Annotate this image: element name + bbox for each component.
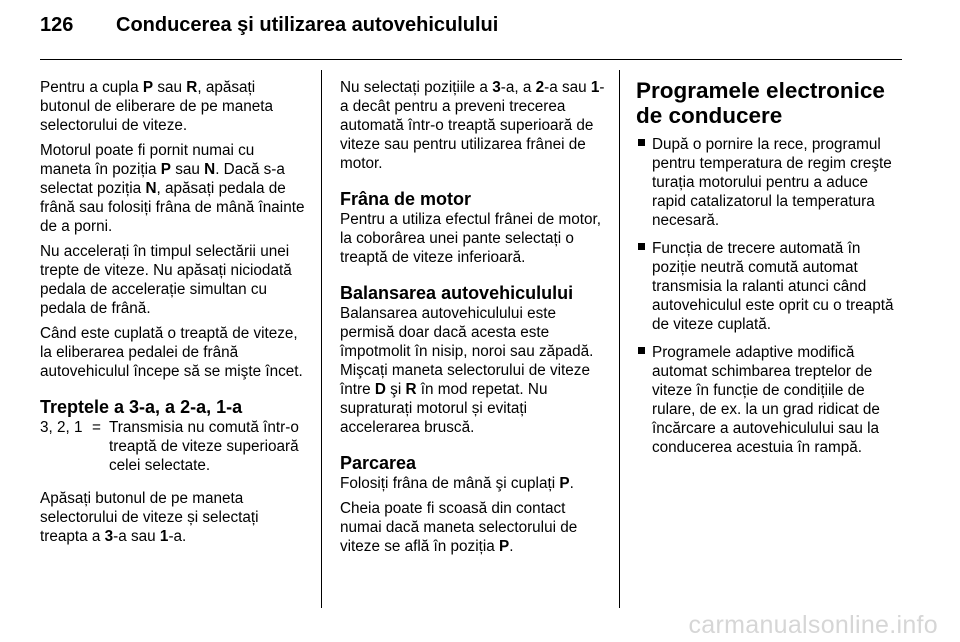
paragraph-rocking: Balansarea autovehiculului este permisă doar dacă acesta este împotmolit în nisip, noroi sau zăpadă. Mişcați maneta selectorului de viteze între D şi R în mod repetat. Nu supraturați motorul și evitați accelerarea bruscă.: [340, 305, 594, 436]
heading-parking: Parcarea: [340, 453, 417, 473]
column-1: [40, 78, 308, 552]
heading-rocking: Balansarea autovehiculului: [340, 283, 574, 303]
paragraph-start-engine: Motorul poate fi pornit numai cu maneta în poziția P sau N. Dacă s-a selectat poziția N, apăsați pedala de frână sau folosiți frâna de mână înainte de a porni.: [40, 142, 305, 235]
heading-electronic-programs: Programele electronice de conducere: [636, 78, 885, 128]
square-bullet-icon: [638, 243, 645, 250]
column-3: [636, 78, 904, 466]
paragraph-parking: Folosiți frâna de mână şi cuplați P.: [340, 475, 574, 492]
page-header: [40, 14, 498, 37]
list-item: După o pornire la rece, programul pentru temperatura de regim creşte turația motorului pentru a aduce rapid catalizatorul la temperatura necesară.: [636, 135, 904, 230]
paragraph-engine-brake: Pentru a utiliza efectul frânei de motor, la coborârea unei pante selectați o treaptă de viteze inferioară.: [340, 211, 602, 266]
gear-definition-value: Transmisia nu comută într-o treaptă de viteze superioară celei selectate.: [109, 419, 299, 474]
square-bullet-icon: [638, 139, 645, 146]
square-bullet-icon: [638, 347, 645, 354]
paragraph-no-accelerate: Nu accelerați în timpul selectării unei trepte de viteze. Nu apăsați niciodată pedala de accelerație simultan cu pedala de frână.: [40, 243, 292, 317]
page-title: Conducerea şi utilizarea autovehiculului: [116, 14, 499, 36]
header-rule: [40, 59, 902, 60]
column-divider-2: [619, 70, 620, 608]
heading-gears-3-2-1: Treptele a 3-a, a 2-a, 1-a: [40, 397, 243, 417]
column-divider-1: [321, 70, 322, 608]
program-list: [636, 135, 904, 457]
paragraph-gear-usage: Nu selectați pozițiile a 3-a, a 2-a sau 1-a decât pentru a preveni trecerea automată într-o treaptă superioară de viteze sau pentru utilizarea frânei de motor.: [340, 79, 605, 172]
heading-engine-brake: Frâna de motor: [340, 189, 472, 209]
list-item: Programele adaptive modifică automat schimbarea treptelor de viteze în funcție de condițiile de rulare, de ex. la un grad ridicat de încărcare a autovehiculului sau la conducerea acestuia în rampă.: [636, 343, 904, 457]
paragraph-engage-p-r: Pentru a cupla P sau R, apăsați butonul de eliberare de pe maneta selectorului de viteze.: [40, 79, 274, 134]
page-number: 126: [40, 14, 74, 36]
gear-definition: [40, 418, 308, 475]
column-2: [340, 78, 608, 562]
paragraph-select-gear: Apăsați butonul de pe maneta selectorului de viteze și selectați treapta a 3-a sau 1-a.: [40, 490, 259, 545]
watermark: carmanualsonline.info: [688, 611, 938, 639]
paragraph-creep: Când este cuplată o treaptă de viteze, la eliberarea pedalei de frână autovehiculul începe să se mişte încet.: [40, 325, 303, 380]
gear-definition-equals: =: [92, 419, 101, 436]
list-item: Funcția de trecere automată în poziție neutră comută automat transmisia la ralanti atunci când autovehiculul este oprit cu o treaptă de viteze cuplată.: [636, 239, 904, 334]
gear-definition-key: 3, 2, 1: [40, 419, 83, 436]
paragraph-key-removal: Cheia poate fi scoasă din contact numai dacă maneta selectorului de viteze se află în poziția P.: [340, 500, 578, 555]
